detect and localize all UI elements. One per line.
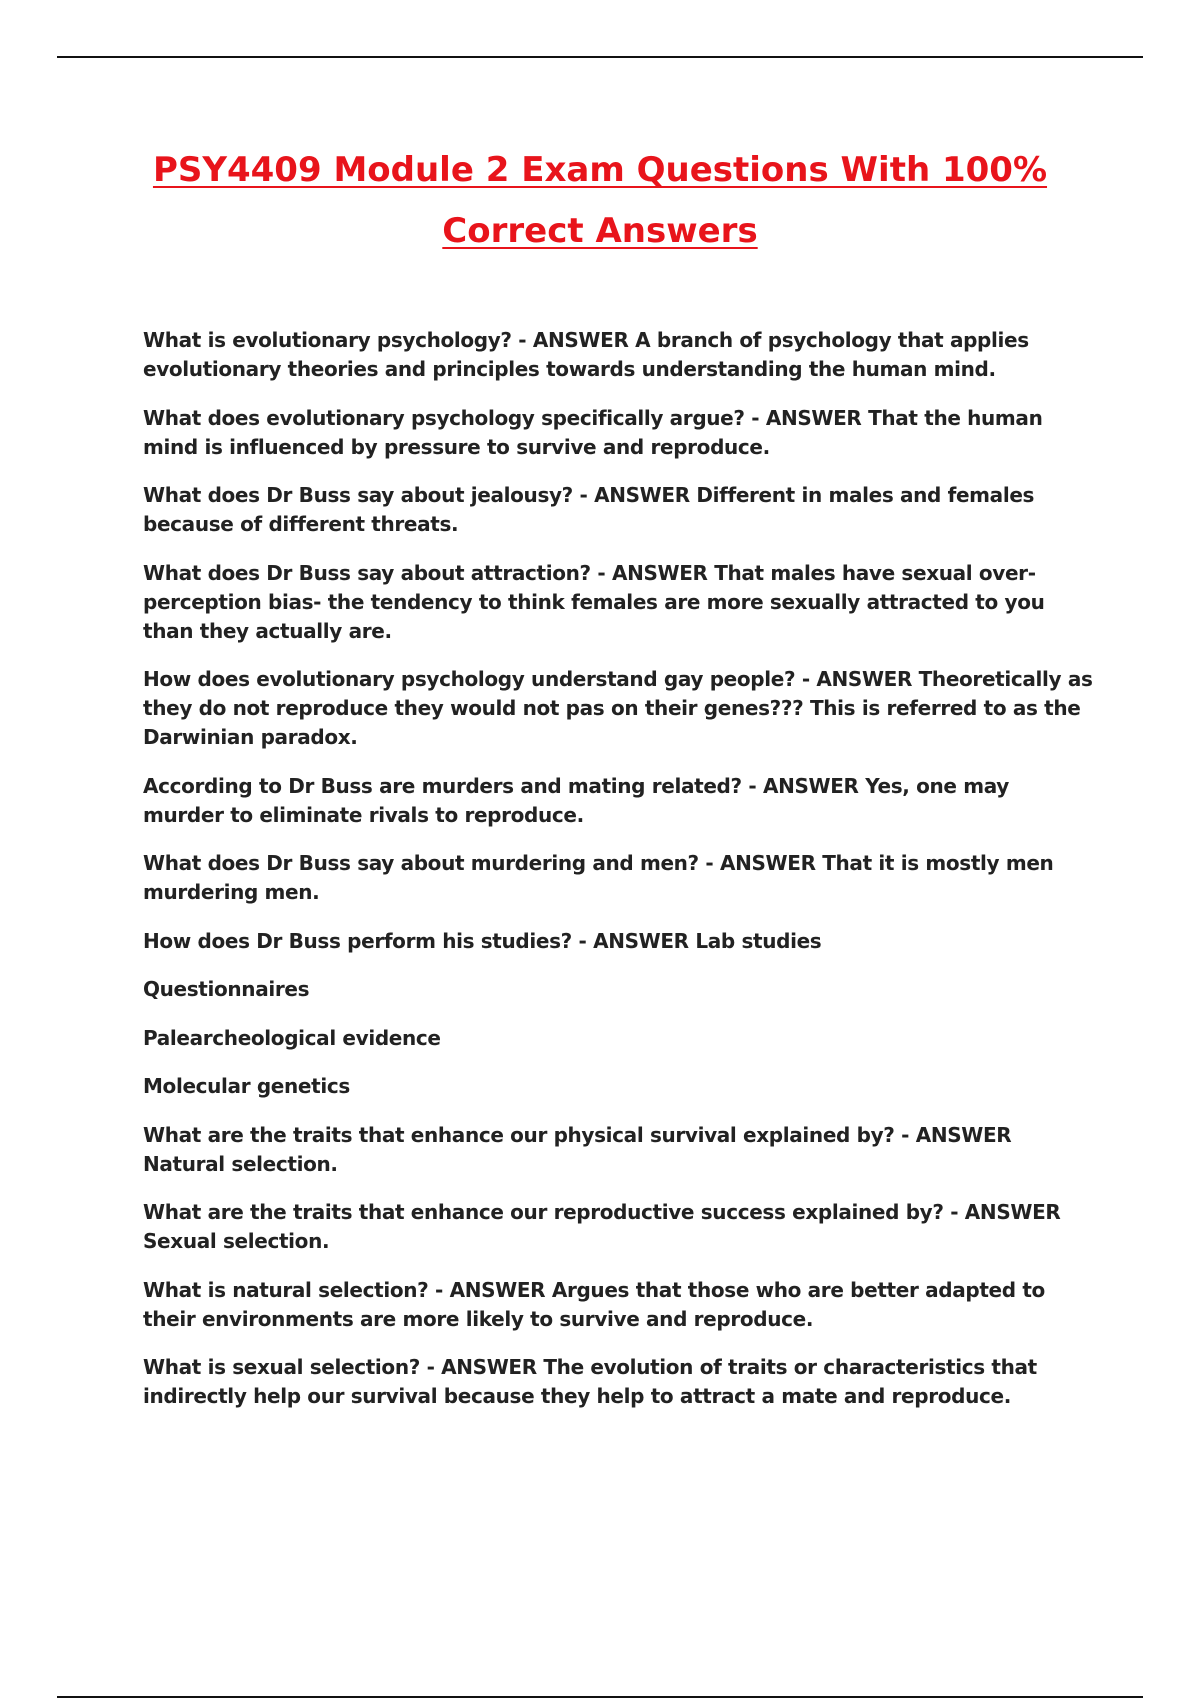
document-title	[0, 140, 1200, 262]
qa-paragraph: What is evolutionary psychology? - ANSWER A branch of psychology that applies evolutionary theories and principles towards understanding the human mind.	[143, 328, 1029, 381]
title-line-2: Correct Answers	[442, 211, 758, 251]
qa-paragraph: What does Dr Buss say about jealousy? - ANSWER Different in males and females because of different threats.	[143, 483, 1035, 536]
qa-paragraph: What are the traits that enhance our physical survival explained by? - ANSWER Natural selection.	[143, 1122, 1012, 1176]
qa-paragraph: What does Dr Buss say about murdering and men? - ANSWER That it is mostly men murdering men.	[143, 851, 1054, 904]
bottom-rule	[57, 1696, 1143, 1698]
qa-paragraph: What is natural selection? - ANSWER Argues that those who are better adapted to their environments are more likely to survive and reproduce.	[143, 1277, 1045, 1331]
title-line-1: PSY4409 Module 2 Exam Questions With 100%	[152, 150, 1048, 190]
qa-list	[143, 326, 1095, 1431]
qa-paragraph: How does evolutionary psychology understand gay people? - ANSWER Theoretically as they do not reproduce they would not pas on their genes??? This is referred to as the Darwinian paradox.	[143, 667, 1093, 749]
qa-paragraph: Molecular genetics	[143, 1074, 350, 1098]
qa-paragraph: What does evolutionary psychology specifically argue? - ANSWER That the human mind is influenced by pressure to survive and reproduce.	[143, 405, 1043, 459]
qa-paragraph: How does Dr Buss perform his studies? - ANSWER Lab studies	[143, 928, 822, 953]
qa-paragraph: Palearcheological evidence	[143, 1025, 441, 1050]
qa-paragraph: According to Dr Buss are murders and mating related? - ANSWER Yes, one may murder to eliminate rivals to reproduce.	[143, 773, 1009, 827]
qa-paragraph: What is sexual selection? - ANSWER The evolution of traits or characteristics that indirectly help our survival because they help to attract a mate and reproduce.	[143, 1355, 1037, 1408]
qa-paragraph: What does Dr Buss say about attraction? - ANSWER That males have sexual over-perception bias- the tendency to think females are more sexually attracted to you than they actually are.	[143, 560, 1045, 643]
qa-paragraph: What are the traits that enhance our reproductive success explained by? - ANSWER Sexual selection.	[143, 1200, 1061, 1253]
qa-paragraph: Questionnaires	[143, 977, 310, 1001]
top-rule	[57, 56, 1143, 58]
